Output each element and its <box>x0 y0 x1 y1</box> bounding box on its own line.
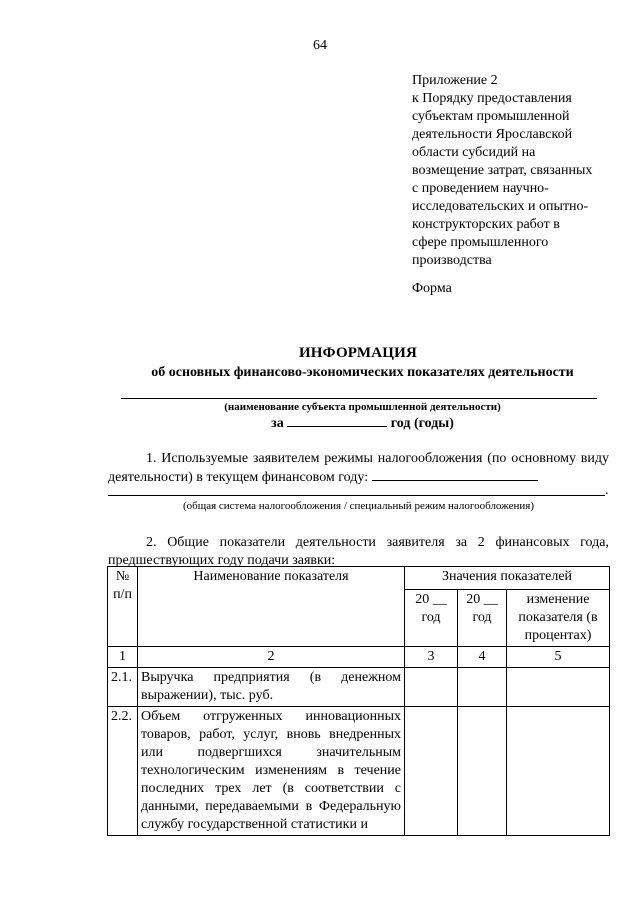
entity-name-field[interactable] <box>121 398 597 399</box>
row-value-year-2[interactable] <box>458 707 507 836</box>
row-value-year-2[interactable] <box>458 668 507 707</box>
column-number: 5 <box>507 647 610 668</box>
tax-regime-hint: (общая система налогообложения / специальный режим налогообложения) <box>182 500 534 512</box>
header-change: изменение показателя (в процентах) <box>507 590 610 647</box>
row-indicator-name: Выручка предприятия (в денежном выражении), тыс. руб. <box>138 668 405 707</box>
header-num: № п/п <box>108 567 138 647</box>
document-title: ИНФОРМАЦИЯ <box>298 345 418 361</box>
appendix-line: с проведением научно- <box>412 181 549 196</box>
document-subtitle: об основных финансово-экономических показателях деятельности <box>151 365 574 380</box>
header-year-1: 20 __ год <box>405 590 458 647</box>
tax-regime-field-continuation[interactable] <box>108 495 605 496</box>
row-value-year-1[interactable] <box>405 707 458 836</box>
appendix-line: возмещение затрат, связанных <box>412 163 593 178</box>
column-number: 1 <box>108 647 138 668</box>
header-year-2: 20 __ год <box>458 590 507 647</box>
section-1-text: 1. Используемые заявителем режимы налогообложения (по основному виду деятельности) в текущем финансовом году: <box>108 451 609 485</box>
entity-name-hint: (наименование субъекта промышленной деятельности) <box>224 401 501 413</box>
row-num: 2.2. <box>108 707 138 836</box>
header-indicator-name: Наименование показателя <box>138 567 405 647</box>
appendix-note <box>412 72 612 270</box>
appendix-line: деятельности Ярославской <box>412 127 573 142</box>
appendix-line: области субсидий на <box>412 145 536 160</box>
period-suffix: год (годы) <box>390 416 454 431</box>
indicators-table <box>107 566 610 836</box>
column-number: 4 <box>458 647 507 668</box>
appendix-line: к Порядку предоставления <box>412 91 572 106</box>
tax-regime-field[interactable] <box>372 468 538 481</box>
row-value-change[interactable] <box>507 668 610 707</box>
period-line <box>110 414 615 432</box>
column-number: 3 <box>405 647 458 668</box>
appendix-line: субъектам промышленной <box>412 109 570 124</box>
form-label: Форма <box>412 281 452 296</box>
table-row <box>108 668 610 707</box>
column-number: 2 <box>138 647 405 668</box>
section-2-text: 2. Общие показатели деятельности заявителя за 2 финансовых года, предшествующих году подачи заявки: <box>108 535 609 568</box>
appendix-line: исследовательских и опытно- <box>412 199 589 214</box>
appendix-line: сфере промышленного <box>412 235 549 250</box>
row-indicator-name: Объем отгруженных инновационных товаров, работ, услуг, вновь внедренных или подвергшихся значительным технологическим изменениям в течение последних трех лет (в соответствии с данными, передаваемыми в Федеральную службу государственной статистики и <box>138 707 405 836</box>
appendix-line: Приложение 2 <box>412 73 498 88</box>
section-1-dot: . <box>605 483 609 498</box>
period-prefix: за <box>271 416 284 431</box>
row-num: 2.1. <box>108 668 138 707</box>
appendix-line: конструкторских работ в <box>412 217 560 232</box>
row-value-change[interactable] <box>507 707 610 836</box>
row-value-year-1[interactable] <box>405 668 458 707</box>
section-1-paragraph <box>108 449 609 487</box>
table-row <box>108 707 610 836</box>
page-number: 64 <box>313 38 327 53</box>
header-values: Значения показателей <box>405 567 610 590</box>
period-field[interactable] <box>287 414 387 427</box>
appendix-line: производства <box>412 253 492 268</box>
